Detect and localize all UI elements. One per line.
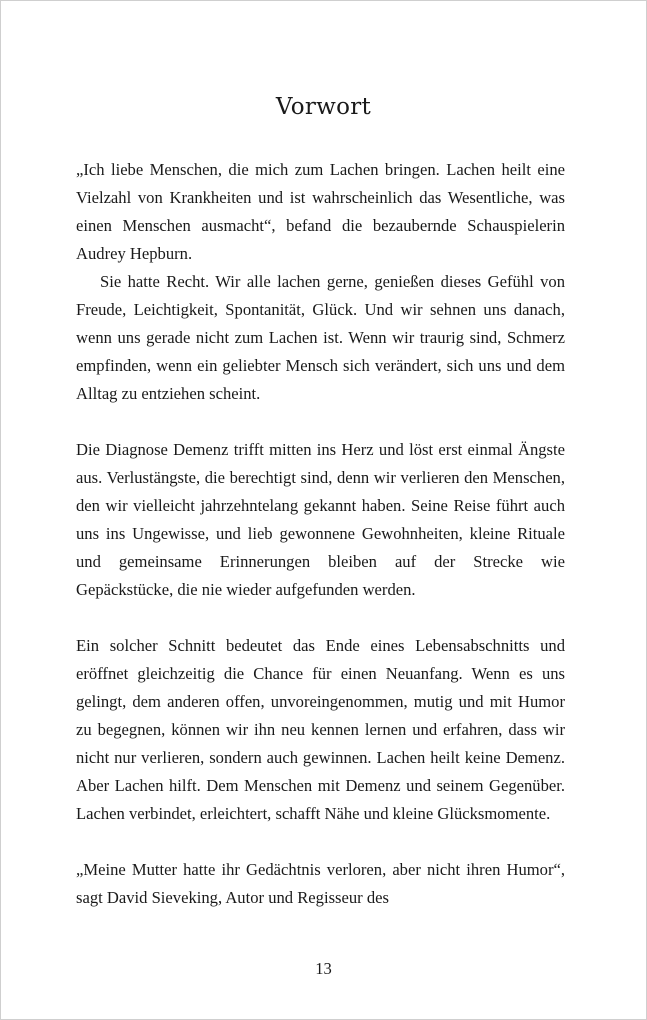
paragraph-quote-sieveking: „Meine Mutter hatte ihr Gedächtnis verloren, aber nicht ihren Humor“, sagt David Sieveking, Autor und Regisseur des [76, 860, 565, 907]
paragraph-quote-hepburn: „Ich liebe Menschen, die mich zum Lachen bringen. Lachen heilt eine Vielzahl von Krankheiten und ist wahrscheinlich das Wesentliche, was einen Menschen ausmacht“, befand die bezaubernde Schauspielerin Audrey Hepburn. [76, 160, 565, 263]
body-text [76, 156, 565, 912]
paragraph-sie-hatte-recht: Sie hatte Recht. Wir alle lachen gerne, genießen dieses Gefühl von Freude, Leichtigkeit, Spontanität, Glück. Und wir sehnen uns danach, wenn uns gerade nicht zum Lachen ist. Wenn wir traurig sind, Schmerz empfinden, wenn ein geliebter Mensch sich verändert, sich uns und dem Alltag zu entziehen scheint. [76, 272, 565, 403]
paragraph-schnitt: Ein solcher Schnitt bedeutet das Ende eines Lebensabschnitts und eröffnet gleichzeitig die Chance für einen Neuanfang. Wenn es uns gelingt, dem anderen offen, unvoreingenommen, mutig und mit Humor zu begegnen, können wir ihn neu kennen lernen und erfahren, dass wir nicht nur verlieren, sondern auch gewinnen. Lachen heilt keine Demenz. Aber Lachen hilft. Dem Menschen mit Demenz und seinem Gegenüber. Lachen verbindet, erleichtert, schafft Nähe und kleine Glücksmomente. [76, 636, 565, 823]
paragraph-diagnose-demenz: Die Diagnose Demenz trifft mitten ins Herz und löst erst einmal Ängste aus. Verlustängste, die berechtigt sind, denn wir verlieren den Menschen, den wir vielleicht jahrzehntelang gekannt haben. Seine Reise führt auch uns ins Ungewisse, und lieb gewonnene Gewohnheiten, kleine Rituale und gemeinsame Erinnerungen bleiben auf der Strecke wie Gepäckstücke, die nie wieder aufgefunden werden. [76, 440, 565, 599]
page-number: 13 [315, 959, 332, 978]
page-title: Vorwort [275, 94, 372, 120]
